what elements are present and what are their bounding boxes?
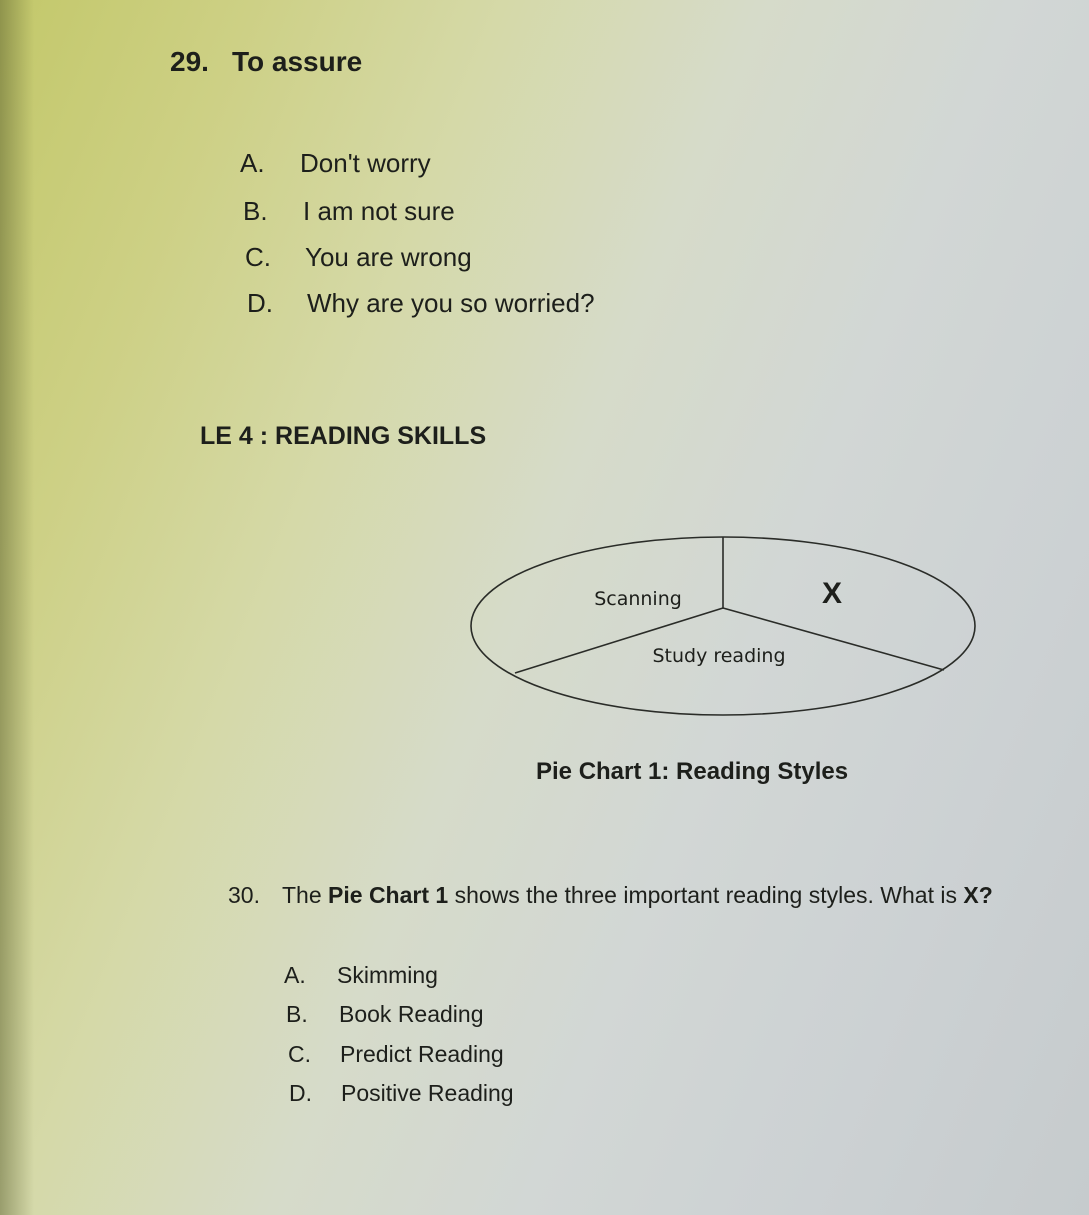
section-title: LE 4 : READING SKILLS [200, 422, 487, 450]
prompt-part-bold: Pie Chart 1 [328, 882, 449, 908]
option-letter: C. [288, 1041, 311, 1067]
option-text: Book Reading [339, 1001, 484, 1027]
prompt-part: shows the three important reading styles. What is [448, 882, 964, 908]
option-letter: B. [243, 196, 268, 226]
question-number: 30. [228, 882, 260, 908]
prompt-part: The [282, 882, 329, 908]
option-text: You are wrong [305, 242, 472, 272]
option-letter: A. [240, 148, 265, 178]
option-letter: B. [286, 1001, 308, 1027]
prompt-part-bold: X? [963, 882, 993, 908]
option-letter: D. [247, 288, 273, 318]
option-text: Predict Reading [340, 1041, 504, 1067]
option-text: Skimming [337, 962, 438, 988]
chart-caption: Pie Chart 1: Reading Styles [536, 758, 849, 785]
option-text: Why are you so worried? [307, 288, 595, 318]
slice-label-x: X [821, 577, 843, 610]
option-text: Don't worry [300, 148, 431, 178]
slice-label-study-reading: Study reading [652, 645, 786, 667]
option-text: Positive Reading [341, 1080, 514, 1106]
option-letter: D. [289, 1080, 312, 1106]
question-prompt [282, 882, 993, 909]
question-number: 29. [170, 46, 209, 77]
option-letter: A. [284, 962, 306, 988]
option-letter: C. [245, 242, 271, 272]
question-prompt: To assure [232, 46, 363, 77]
option-text: I am not sure [303, 196, 455, 226]
slice-label-scanning: Scanning [594, 588, 682, 610]
